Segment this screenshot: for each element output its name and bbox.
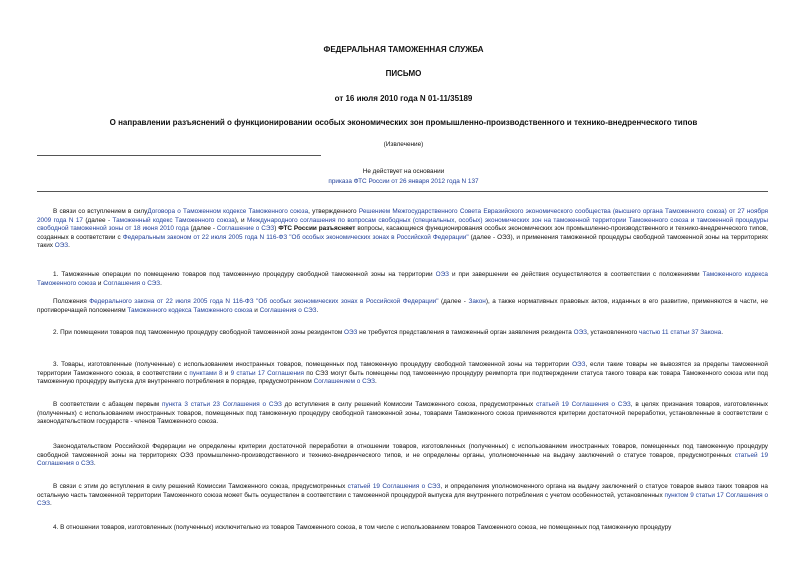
paragraph-intro <box>37 208 768 251</box>
text-run: , утвержденного <box>308 208 359 215</box>
sez-term-link[interactable]: ОЭЗ <box>572 361 586 368</box>
law-article-37-link[interactable]: частью 11 статьи 37 Закона <box>639 329 722 336</box>
sez-term-link[interactable]: ОЭЗ <box>573 329 587 336</box>
sez-agreement-link[interactable]: Соглашение о СЭЗ <box>216 225 275 233</box>
text-run: 4. В отношении товаров, изготовленных (полученных) исключительно из товаров Таможенного союза, в том числе с использованием товаров Таможенного союза, не помещенных под таможенную процедуру <box>53 524 672 531</box>
paragraph-1-provisions <box>37 298 768 315</box>
article-19-link[interactable]: статьей 19 Соглашения о СЭЗ <box>37 451 768 468</box>
customs-code-treaty-link[interactable]: Договора о Таможенном кодексе Таможенного союза <box>147 208 309 215</box>
sez-term-link[interactable]: ОЭЗ <box>344 329 358 336</box>
interstate-council-decision-link[interactable]: Решением Межгосударственного Совета Евразийского экономического сообщества (высшего органа Таможенного союза) от 27 ноября 2009 года N 17 <box>37 208 769 224</box>
text-run: . <box>93 460 96 468</box>
full-divider <box>37 191 768 192</box>
customs-code-link[interactable]: Таможенного кодекса Таможенного союза <box>127 306 253 314</box>
text-run: Положения <box>53 298 90 305</box>
article-23-link[interactable]: пункта 3 статьи 23 Соглашения о СЭЗ <box>162 401 282 408</box>
bold-text-run: ФТС России разъясняет <box>278 225 356 233</box>
text-run: 2. При помещении товаров под таможенную процедуру свободной таможенной зоны резидентом <box>53 329 345 336</box>
text-run: (далее - <box>82 216 113 224</box>
text-run: В связи со вступлением в силу <box>53 208 148 215</box>
paragraph-3-export <box>37 483 768 509</box>
text-run: . <box>68 242 70 250</box>
repeal-order-link[interactable]: приказа ФТС России от 26 января 2012 года N 137 <box>328 178 479 185</box>
sez-agreement-link[interactable]: Соглашения о СЭЗ <box>259 306 317 314</box>
sez-agreement-link[interactable]: Соглашением о СЭЗ <box>313 378 375 386</box>
short-divider <box>37 155 321 156</box>
sez-agreement-link[interactable]: Соглашения о СЭЗ <box>103 279 161 287</box>
text-run: ), и <box>234 216 247 224</box>
excerpt-note: (Извлечение) <box>383 141 424 148</box>
text-run: , и определения уполномоченного органа на выдачу заключений о статусе товаров вывоз таких товаров на остальную часть таможенной территории Таможенного союза может быть осуществлен в соответствии с таможенной процедурой выпуска для внутреннего потребления с учетом особенностей, установленных <box>37 483 768 499</box>
text-run: В связи с этим до вступления в силу решений Комиссии Таможенного союза, предусмотренных <box>53 483 348 490</box>
document-type: ПИСЬМО <box>385 69 422 78</box>
document-date: от 16 июля 2010 года N 01-11/35189 <box>334 94 473 103</box>
text-run: (далее - ОЭЗ), и применения таможенной процедуры свободной таможенной зоны на территориях таких <box>37 233 769 250</box>
federal-law-link[interactable]: Федерального закона от 22 июля 2005 года N 116-ФЗ "Об особых экономических зонах в Российской Федерации" <box>89 298 439 305</box>
text-run: не требуется представления в таможенный орган заявления резидента <box>357 329 574 336</box>
paragraph-2 <box>37 329 768 338</box>
text-run: ) <box>274 225 279 233</box>
document-title: О направлении разъяснений о функционировании особых экономических зон промышленно-производственного и технико-внедренческого типов <box>109 118 698 127</box>
text-run: . <box>49 500 52 508</box>
text-run: 1. Таможенные операции по помещению товаров под таможенную процедуру свободной таможенной зоны на территории <box>53 271 436 278</box>
paragraph-3-criteria <box>37 401 768 427</box>
text-run: . <box>316 306 319 314</box>
paragraph-1 <box>37 271 768 288</box>
customs-code-link[interactable]: Таможенный кодекс Таможенного союза <box>112 216 235 224</box>
text-run: 3. Товары, изготовленные (полученные) с использованием иностранных товаров, помещенных под таможенную процедуру свободной таможенной зоны на территории <box>53 361 573 368</box>
text-run: . <box>721 329 723 336</box>
article-17-link[interactable]: 9 статьи 17 Соглашения <box>230 369 305 377</box>
status-note: Не действует на основании <box>362 168 445 175</box>
text-run: и <box>252 306 260 314</box>
paragraph-3-legislation <box>37 443 768 469</box>
status-link-line <box>0 178 807 185</box>
federal-law-link[interactable]: Федеральным законом от 22 июля 2005 года N 116-ФЗ "Об особых экономических зонах в Российской Федерации" <box>122 233 469 241</box>
law-link[interactable]: Закон <box>468 298 486 305</box>
sez-term-link[interactable]: ОЭЗ <box>54 242 69 250</box>
clause-8-link[interactable]: пунктами 8 <box>189 369 223 377</box>
text-run: и <box>96 279 104 287</box>
text-run: , в целях признания товаров, изготовленных (полученных) с использованием иностранных товаров, помещенных под таможенную процедуру свободной таможенной зоны, товарами Таможенного союза применяются критерии достаточной переработки, установленные в соответствии с законодательством государств - членов Таможенного союза. <box>37 401 768 426</box>
text-run: . <box>375 378 377 386</box>
text-run: В соответствии с абзацем первым <box>53 401 163 408</box>
sez-agreement-full-link[interactable]: Международного соглашения по вопросам свободных (специальных, особых) экономических зон на таможенной территории Таможенного союза и таможенной процедуры свободной таможенной зоны от 18 июня 2010 года <box>37 216 768 233</box>
paragraph-4 <box>37 524 768 533</box>
text-run: и <box>222 369 231 377</box>
text-run: и при завершении ее действия осуществляются в соответствии с положениями <box>448 271 703 278</box>
text-run: по СЭЗ могут быть помещены под таможенную процедуру реимпорта при подтверждении статуса такого товара как товара Таможенного союза или под таможенную процедуру выпуска для внутреннего потребления в порядке, предусмотренном <box>37 369 768 386</box>
agency-heading: ФЕДЕРАЛЬНАЯ ТАМОЖЕННАЯ СЛУЖБА <box>323 45 484 54</box>
text-run: (далее - <box>438 298 469 305</box>
text-run: до вступления в силу решений Комиссии Таможенного союза, предусмотренных <box>281 401 537 408</box>
text-run: , установленного <box>586 329 640 336</box>
text-run: , если такие товары не вывозятся за пределы таможенной территории Таможенного союза, в соответствии с <box>37 361 768 377</box>
paragraph-3 <box>37 361 768 387</box>
customs-code-link[interactable]: Таможенного кодекса Таможенного союза <box>37 271 768 287</box>
text-run: Законодательством Российской Федерации не определены критерии достаточной переработки в отношении товаров, изготовленных (полученных) с использованием иностранных товаров, помещенных под таможенную процедуру свободной таможенной зоны на территориях ОЭЗ промышленно-производственного и технико-внедренческого типов, и не определены органы, уполномоченные на выдачу заключений о статусе товаров, предусмотренных <box>37 443 768 459</box>
article-17-clause-9-link[interactable]: пунктом 9 статьи 17 Соглашения о СЭЗ <box>37 491 768 508</box>
text-run: вопросы, касающиеся функционирования особых экономических зон промышленно-производственного и технико-внедренческого типов, созданных в соответствии с <box>37 225 768 241</box>
article-19-link[interactable]: статьей 19 Соглашения о СЭЗ <box>347 483 441 490</box>
article-19-link[interactable]: статьей 19 Соглашения о СЭЗ <box>536 401 631 408</box>
text-run: (далее - <box>188 225 217 233</box>
text-run: . <box>160 279 162 287</box>
sez-term-link[interactable]: ОЭЗ <box>435 271 449 278</box>
text-run: ), а также нормативных правовых актов, изданных в его развитие, применяются в части, не противоречащей положениям <box>37 298 768 314</box>
